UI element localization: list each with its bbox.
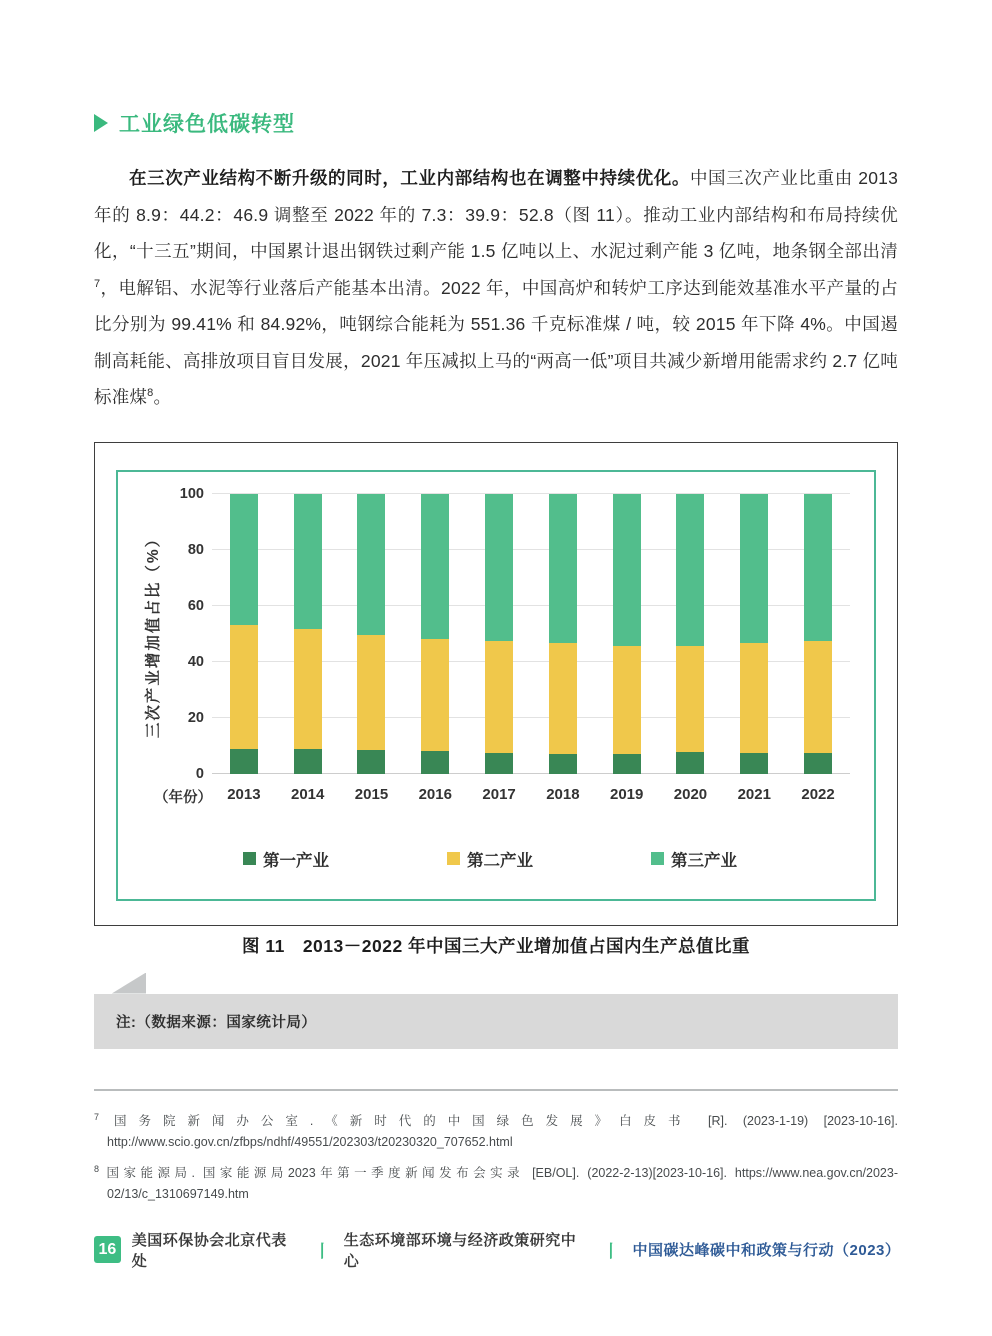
y-tick-60: 60 [187, 597, 204, 614]
bar-segment [676, 752, 704, 774]
footer-org-1: 美国环保协会北京代表处 [131, 1231, 287, 1270]
bar-segment [230, 494, 258, 625]
stacked-bar-2022 [804, 494, 832, 774]
chart-plot-area [212, 494, 850, 774]
bar-segment [740, 643, 768, 753]
bar-segment [357, 635, 385, 750]
legend-swatch-icon [447, 852, 460, 865]
figure-caption: 图 11 2013－2022 年中国三大产业增加值占国内生产总值比重 [241, 935, 751, 956]
stacked-bar-chart [130, 485, 850, 782]
legend-swatch-icon [243, 852, 256, 865]
x-tick-2014: 2014 [291, 785, 325, 803]
y-axis-label: 三次产业增加值占比（%） [145, 529, 162, 738]
legend-label: 第一产业 [263, 851, 329, 870]
body-paragraph [94, 160, 898, 416]
paragraph-segment: ，电解铝、水泥等行业落后产能基本出清。2022 年，中国高炉和转炉工序达到能效基准水平产量的占比分别为 99.41% 和 84.92%，吨钢综合能耗为 551.36 千克标准煤 / 吨，较 2015 年下降 4%。中国遏制高耗能、高排放项目盲目发展，2021 年压减拟上马的“两高一低”项目共减少新增用能需求约 2.7 亿吨标准煤 [94, 277, 898, 407]
footer-separator-icon: 丨 [313, 1242, 331, 1262]
footnote-8 [94, 1159, 898, 1205]
stacked-bar-2020 [676, 494, 704, 774]
footnotes [94, 1089, 898, 1205]
y-tick-80: 80 [187, 541, 204, 558]
y-tick-0: 0 [195, 765, 204, 782]
page-number-badge: 16 [94, 1236, 121, 1263]
chart-frame [116, 470, 876, 901]
bar-segment [613, 646, 641, 754]
x-axis-labels [212, 786, 850, 807]
bar-segment [676, 494, 704, 647]
footer-report-title: 中国碳达峰碳中和政策与行动（2023） [632, 1242, 901, 1260]
bar-segment [804, 494, 832, 642]
footer-org-2: 生态环境部环境与经济政策研究中心 [343, 1231, 577, 1270]
paragraph-segment: 中国三次产业比重由 2013 年的 8.9：44.2：46.9 调整至 2022 年的 7.3：39.9：52.8（图 11）。推动工业内部结构和布局持续优化，“十三五”期间，中国累计退出钢铁过剩产能 1.5 亿吨以上、水泥过剩产能 3 亿吨，地条钢全部出清 [94, 168, 898, 261]
legend-item [447, 847, 533, 871]
bar-segment [549, 643, 577, 754]
bar-segment [613, 494, 641, 646]
footnote-reference: 8 [147, 387, 154, 400]
bar-column-2015 [340, 494, 404, 774]
bar-segment [357, 750, 385, 774]
x-tick-2021: 2021 [737, 785, 771, 803]
paragraph-segment: 。 [153, 387, 172, 407]
x-tick-2017: 2017 [482, 785, 516, 803]
x-tick-2016: 2016 [418, 785, 452, 803]
note-pointer-icon [108, 973, 146, 994]
paragraph-segment: 在三次产业结构不断升级的同时，工业内部结构也在调整中持续优化。 [129, 168, 690, 188]
legend-item [243, 847, 329, 871]
bar-segment [421, 751, 449, 774]
footnote-text: 国家能源局. 国家能源局2023年第一季度新闻发布会实录 [EB/OL]. (2022-2-13)[2023-10-16]. https://www.nea.gov.cn/2023-02/13/c_1310697149.htm [102, 1165, 898, 1201]
figure-card [94, 442, 898, 926]
page-footer [94, 1229, 901, 1271]
bar-segment [804, 641, 832, 753]
bar-segment [421, 494, 449, 639]
page-content [0, 108, 992, 1271]
y-tick-100: 100 [179, 485, 204, 502]
x-axis [130, 786, 850, 807]
section-title: 工业绿色低碳转型 [119, 113, 295, 136]
bar-column-2016 [403, 494, 467, 774]
stacked-bar-2021 [740, 494, 768, 774]
stacked-bar-2016 [421, 494, 449, 774]
footer-separator-icon: 丨 [602, 1242, 620, 1262]
bar-segment [294, 749, 322, 773]
y-axis-label-container [130, 494, 174, 774]
stacked-bar-2019 [613, 494, 641, 774]
y-axis-ticks [174, 485, 212, 782]
section-heading [94, 108, 898, 138]
bar-segment [676, 646, 704, 752]
footnote-7 [94, 1107, 898, 1153]
legend-label: 第三产业 [671, 851, 737, 870]
bar-segment [804, 753, 832, 773]
bar-segment [485, 641, 513, 753]
bar-segment [485, 494, 513, 641]
legend-item [651, 847, 737, 871]
bar-segment [230, 749, 258, 774]
x-tick-2020: 2020 [673, 785, 708, 803]
note-text: 注:（数据来源：国家统计局） [116, 1014, 317, 1031]
triangle-bullet-icon [94, 114, 108, 132]
bar-column-2017 [467, 494, 531, 774]
bar-segment [294, 629, 322, 750]
bar-column-2021 [722, 494, 786, 774]
x-tick-2019: 2019 [609, 785, 644, 803]
x-tick-2013: 2013 [227, 785, 261, 803]
stacked-bar-2013 [230, 494, 258, 774]
bar-column-2022 [786, 494, 850, 774]
bar-segment [230, 625, 258, 749]
bar-column-2013 [212, 494, 276, 774]
stacked-bar-2015 [357, 494, 385, 774]
footnote-marker: 7 [94, 1111, 100, 1122]
bar-column-2014 [276, 494, 340, 774]
bar-segment [549, 754, 577, 774]
bar-segment [485, 753, 513, 774]
x-axis-prefix: （年份） [154, 789, 212, 806]
bar-segment [613, 754, 641, 774]
bar-column-2018 [531, 494, 595, 774]
bar-column-2020 [659, 494, 723, 774]
bar-segment [549, 494, 577, 643]
footnote-reference: 7 [94, 277, 101, 290]
note-box [94, 994, 898, 1049]
bar-segment [740, 494, 768, 643]
bar-segment [740, 753, 768, 773]
y-tick-20: 20 [187, 709, 204, 726]
bars-row [212, 494, 850, 774]
legend-swatch-icon [651, 852, 664, 865]
x-tick-2022: 2022 [801, 785, 835, 803]
bar-column-2019 [595, 494, 659, 774]
y-tick-40: 40 [187, 653, 204, 670]
bar-segment [421, 639, 449, 751]
chart-legend [130, 847, 850, 871]
legend-label: 第二产业 [467, 851, 533, 870]
bar-segment [294, 494, 322, 629]
stacked-bar-2014 [294, 494, 322, 774]
footnote-text: 国务院新闻办公室.《新时代的中国绿色发展》白皮书 [R]. (2023-1-19) [2023-10-16]. http://www.scio.gov.cn/zfbps/ndhf/49551/202303/t20230320_707652.html [102, 1113, 898, 1149]
x-tick-2015: 2015 [354, 785, 389, 803]
bar-segment [357, 494, 385, 635]
x-tick-2018: 2018 [546, 785, 580, 803]
footnote-marker: 8 [94, 1163, 100, 1174]
stacked-bar-2017 [485, 494, 513, 774]
stacked-bar-2018 [549, 494, 577, 774]
